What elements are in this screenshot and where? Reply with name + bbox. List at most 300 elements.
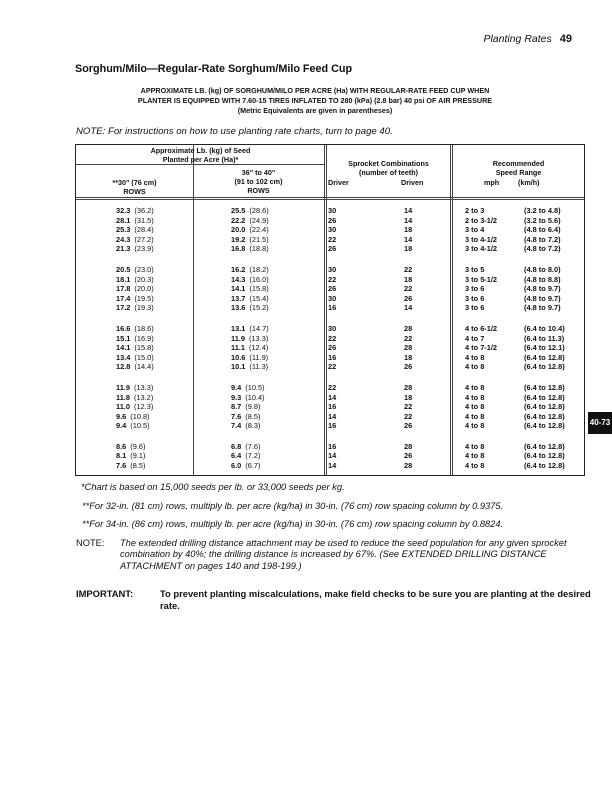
- driver-teeth-value: 14: [328, 451, 337, 461]
- speed-kmh-cell: [524, 206, 561, 216]
- speed-kmh-value: (4.8 to 9.7): [524, 284, 561, 294]
- rate-36-cell: [231, 275, 269, 285]
- driver-teeth-cell: [328, 244, 336, 254]
- rate-30-value: 24.3: [116, 234, 131, 244]
- header-sprocket-line1: Sprocket Combinations: [348, 159, 429, 168]
- driven-teeth-cell: [404, 235, 412, 245]
- driven-teeth-cell: [404, 362, 412, 372]
- table-row: [76, 294, 584, 304]
- rate-30-value: 28.1: [116, 215, 131, 225]
- driven-teeth-value: 18: [404, 244, 413, 254]
- driver-teeth-value: 30: [328, 323, 337, 333]
- speed-mph-cell: [465, 303, 484, 313]
- driver-teeth-cell: [328, 442, 336, 452]
- table-row: [76, 324, 584, 334]
- speed-mph-cell: [465, 353, 484, 363]
- driver-teeth-value: 22: [328, 333, 337, 343]
- speed-mph-value: 3 to 4-1/2: [465, 234, 498, 244]
- rate-30-value: 15.1: [116, 333, 131, 343]
- driver-teeth-cell: [328, 225, 336, 235]
- rate-30-cell: [116, 216, 154, 226]
- table-row: [76, 343, 584, 353]
- driver-teeth-cell: [328, 402, 336, 412]
- speed-mph-value: 4 to 8: [465, 441, 485, 451]
- rate-30-cell: [116, 383, 153, 393]
- footnote-32in: **For 32-in. (81 cm) rows, multiply lb. per acre (kg/ha) in 30-in. (76 cm) row spacing column by 0.9375.: [82, 500, 504, 511]
- rate-36-value: 11.1: [231, 343, 245, 353]
- speed-kmh-cell: [524, 412, 565, 422]
- driver-teeth-value: 16: [328, 303, 337, 313]
- row-group: [76, 442, 584, 471]
- driver-teeth-cell: [328, 343, 336, 353]
- speed-mph-cell: [465, 461, 484, 471]
- table-row: [76, 362, 584, 372]
- rate-30-metric: (15.8): [134, 343, 154, 353]
- driven-teeth-value: 18: [404, 352, 413, 362]
- rate-30-cell: [116, 334, 154, 344]
- speed-kmh-value: (6.4 to 12.8): [524, 362, 565, 372]
- speed-mph-cell: [465, 216, 497, 226]
- speed-mph-cell: [465, 235, 497, 245]
- driven-teeth-value: 26: [404, 362, 413, 372]
- speed-kmh-value: (6.4 to 12.1): [524, 343, 565, 353]
- rate-36-cell: [231, 225, 269, 235]
- rate-36-value: 6.4: [231, 451, 242, 461]
- speed-mph-value: 4 to 7-1/2: [465, 343, 498, 353]
- rate-36-value: 9.4: [231, 382, 242, 392]
- driven-teeth-cell: [404, 284, 412, 294]
- driver-teeth-cell: [328, 461, 336, 471]
- table-row: [76, 353, 584, 363]
- rate-30-value: 7.6: [116, 461, 127, 471]
- header-30-line1: **30" (76 cm): [112, 178, 157, 187]
- rate-36-metric: (21.5): [249, 234, 269, 244]
- driven-teeth-cell: [404, 393, 412, 403]
- speed-kmh-cell: [524, 421, 565, 431]
- header-seed-group: [76, 146, 325, 164]
- rate-36-metric: (8.5): [245, 411, 261, 421]
- rate-30-metric: (19.5): [134, 293, 154, 303]
- speed-kmh-cell: [524, 225, 561, 235]
- driver-teeth-value: 22: [328, 274, 337, 284]
- header-36-line1: 36" to 40": [241, 168, 276, 177]
- footnotes: [76, 482, 596, 572]
- subtitle-line-2: PLANTER IS EQUIPPED WITH 7.60-15 TIRES INFLATED TO 280 (kPa) (2.8 bar) 40 psi OF AIR PRESSURE: [137, 96, 493, 106]
- speed-mph-value: 4 to 8: [465, 362, 485, 372]
- speed-kmh-cell: [524, 235, 561, 245]
- speed-kmh-cell: [524, 393, 565, 403]
- driver-teeth-cell: [328, 235, 336, 245]
- speed-kmh-cell: [524, 303, 561, 313]
- rate-36-metric: (7.6): [245, 441, 261, 451]
- header-speed-line2: Speed Range: [495, 168, 542, 177]
- rate-30-value: 9.4: [116, 421, 127, 431]
- driven-teeth-cell: [404, 383, 412, 393]
- driven-teeth-value: 22: [404, 411, 413, 421]
- header-sprocket: [327, 159, 450, 177]
- rate-30-cell: [116, 303, 154, 313]
- driver-teeth-value: 14: [328, 411, 337, 421]
- rate-36-value: 11.9: [231, 333, 245, 343]
- table-row: [76, 244, 584, 254]
- rate-36-metric: (14.7): [249, 323, 269, 333]
- rate-36-cell: [231, 421, 260, 431]
- driver-teeth-value: 30: [328, 206, 337, 215]
- rate-36-value: 14.1: [231, 284, 246, 294]
- rate-30-value: 20.5: [116, 264, 131, 274]
- rate-36-metric: (15.4): [249, 293, 269, 303]
- driven-teeth-cell: [404, 294, 412, 304]
- note-instructions: NOTE: For instructions on how to use planting rate charts, turn to page 40.: [76, 126, 393, 137]
- speed-mph-cell: [465, 343, 497, 353]
- speed-mph-cell: [465, 402, 484, 412]
- driven-teeth-cell: [404, 206, 412, 216]
- table-row: [76, 334, 584, 344]
- table-row: [76, 412, 584, 422]
- rate-30-cell: [116, 412, 150, 422]
- driven-teeth-value: 28: [404, 343, 413, 353]
- table-row: [76, 451, 584, 461]
- driver-teeth-cell: [328, 265, 336, 275]
- speed-kmh-cell: [524, 451, 565, 461]
- speed-mph-cell: [465, 324, 497, 334]
- rate-30-value: 21.3: [116, 244, 131, 254]
- speed-mph-value: 3 to 6: [465, 284, 485, 294]
- rate-30-cell: [116, 324, 154, 334]
- rate-36-metric: (11.9): [249, 352, 269, 362]
- rate-36-metric: (24.9): [249, 215, 269, 225]
- driver-teeth-cell: [328, 383, 336, 393]
- speed-kmh-value: (6.4 to 12.8): [524, 411, 565, 421]
- footnote-seeds: *Chart is based on 15,000 seeds per lb. or 33,000 seeds per kg.: [81, 482, 345, 492]
- header-driven: Driven: [401, 178, 424, 187]
- driven-teeth-value: 26: [404, 421, 413, 431]
- rate-36-cell: [231, 265, 269, 275]
- driven-teeth-cell: [404, 225, 412, 235]
- rate-30-cell: [116, 393, 153, 403]
- rate-30-cell: [116, 421, 150, 431]
- rate-36-metric: (10.5): [245, 382, 265, 392]
- rate-30-value: 11.8: [116, 392, 130, 402]
- speed-mph-cell: [465, 421, 484, 431]
- rate-36-cell: [231, 294, 269, 304]
- speed-kmh-cell: [524, 402, 565, 412]
- rate-36-cell: [231, 303, 269, 313]
- rate-36-value: 7.6: [231, 411, 242, 421]
- page-number: 49: [559, 33, 572, 45]
- driven-teeth-cell: [404, 402, 412, 412]
- rate-30-value: 17.2: [116, 303, 131, 313]
- speed-kmh-value: (6.4 to 10.4): [524, 323, 565, 333]
- rate-36-cell: [231, 206, 269, 216]
- driven-teeth-value: 28: [404, 382, 413, 392]
- table-row: [76, 383, 584, 393]
- driven-teeth-cell: [404, 421, 412, 431]
- driver-teeth-value: 22: [328, 234, 337, 244]
- speed-kmh-cell: [524, 343, 565, 353]
- rate-30-metric: (16.9): [134, 333, 154, 343]
- header-speed-line1: Recommended: [492, 159, 545, 168]
- speed-kmh-cell: [524, 334, 564, 344]
- header-kmh: (km/h): [518, 178, 540, 187]
- rate-36-metric: (22.4): [249, 225, 269, 235]
- rate-36-cell: [231, 442, 260, 452]
- speed-mph-cell: [465, 451, 484, 461]
- rate-30-metric: (14.4): [134, 362, 154, 372]
- driven-teeth-value: 18: [404, 225, 413, 235]
- table-row: [76, 225, 584, 235]
- driven-teeth-value: 28: [404, 441, 413, 451]
- header-mph: mph: [484, 178, 500, 187]
- divider-header: [76, 197, 584, 200]
- speed-kmh-value: (6.4 to 12.8): [524, 352, 565, 362]
- driven-teeth-cell: [404, 265, 412, 275]
- header-seed-group-line1: Approximate Lb. (kg) of Seed: [150, 146, 251, 155]
- driver-teeth-cell: [328, 353, 336, 363]
- driver-teeth-value: 16: [328, 421, 337, 431]
- speed-kmh-value: (6.4 to 12.8): [524, 402, 565, 412]
- driven-teeth-value: 26: [404, 293, 413, 303]
- rate-36-metric: (11.3): [249, 362, 269, 372]
- rate-30-cell: [116, 343, 154, 353]
- speed-mph-value: 4 to 8: [465, 382, 485, 392]
- rate-30-cell: [116, 206, 154, 216]
- rate-30-value: 32.3: [116, 206, 131, 215]
- driver-teeth-cell: [328, 216, 336, 226]
- speed-mph-value: 3 to 5: [465, 264, 485, 274]
- rate-30-value: 8.1: [116, 451, 127, 461]
- rate-30-metric: (13.2): [133, 392, 154, 402]
- rate-30-value: 9.6: [116, 411, 127, 421]
- rate-36-cell: [231, 284, 269, 294]
- driver-teeth-value: 22: [328, 362, 337, 372]
- section-tab: 40-73: [588, 412, 612, 434]
- rate-36-value: 10.6: [231, 352, 246, 362]
- note-extended-drilling: [76, 538, 596, 572]
- rate-30-metric: (36.2): [134, 206, 154, 215]
- table-row: [76, 303, 584, 313]
- driver-teeth-cell: [328, 393, 336, 403]
- driver-teeth-value: 16: [328, 352, 337, 362]
- speed-mph-value: 3 to 4: [465, 225, 485, 235]
- speed-mph-value: 4 to 8: [465, 421, 485, 431]
- rate-36-metric: (9.8): [245, 402, 261, 412]
- driven-teeth-value: 18: [404, 274, 413, 284]
- rate-36-cell: [231, 461, 260, 471]
- speed-kmh-cell: [524, 216, 561, 226]
- rate-36-value: 14.3: [231, 274, 246, 284]
- speed-mph-value: 4 to 7: [465, 333, 485, 343]
- rate-30-metric: (23.9): [134, 244, 154, 254]
- speed-mph-value: 4 to 8: [465, 461, 485, 471]
- driver-teeth-value: 14: [328, 461, 337, 471]
- speed-mph-value: 4 to 8: [465, 352, 485, 362]
- driver-teeth-value: 30: [328, 264, 337, 274]
- section-title: Sorghum/Milo—Regular-Rate Sorghum/Milo Feed Cup: [75, 63, 353, 75]
- rate-36-metric: (8.3): [245, 421, 261, 431]
- rate-30-value: 18.1: [116, 274, 131, 284]
- speed-mph-value: 3 to 6: [465, 303, 485, 313]
- rate-30-cell: [116, 244, 154, 254]
- rate-30-metric: (9.1): [130, 451, 146, 461]
- table-row: [76, 461, 584, 471]
- speed-kmh-value: (6.4 to 11.3): [524, 333, 565, 343]
- rate-36-value: 7.4: [231, 421, 242, 431]
- rate-30-cell: [116, 225, 154, 235]
- speed-kmh-value: (4.8 to 8.0): [524, 264, 561, 274]
- speed-mph-cell: [465, 265, 484, 275]
- table-row: [76, 402, 584, 412]
- rate-30-cell: [116, 451, 145, 461]
- driven-teeth-value: 14: [404, 234, 413, 244]
- speed-kmh-value: (3.2 to 4.8): [524, 206, 561, 215]
- header-seed-group-line2: Planted per Acre (Ha)*: [162, 155, 239, 164]
- speed-kmh-value: (6.4 to 12.8): [524, 451, 565, 461]
- rate-30-value: 8.6: [116, 441, 127, 451]
- rate-30-metric: (19.3): [134, 303, 154, 313]
- rate-30-metric: (12.3): [133, 402, 154, 412]
- table-row: [76, 275, 584, 285]
- speed-kmh-value: (6.4 to 12.8): [524, 382, 565, 392]
- table-row: [76, 284, 584, 294]
- speed-kmh-cell: [524, 383, 565, 393]
- rate-30-metric: (28.4): [134, 225, 154, 235]
- driven-teeth-cell: [404, 353, 412, 363]
- driven-teeth-value: 28: [404, 323, 413, 333]
- driven-teeth-value: 28: [404, 461, 413, 471]
- rate-30-cell: [116, 461, 145, 471]
- driven-teeth-value: 22: [404, 284, 413, 294]
- header-30-rows: [76, 178, 193, 196]
- rate-30-metric: (20.0): [134, 284, 154, 294]
- speed-kmh-cell: [524, 353, 565, 363]
- rate-36-metric: (12.4): [248, 343, 269, 353]
- table-row: [76, 393, 584, 403]
- rate-36-value: 8.7: [231, 402, 242, 412]
- driver-teeth-value: 16: [328, 402, 337, 412]
- speed-kmh-cell: [524, 284, 561, 294]
- table-row: [76, 265, 584, 275]
- rate-36-cell: [231, 216, 269, 226]
- rate-36-metric: (16.0): [249, 274, 269, 284]
- row-group: [76, 265, 584, 313]
- driven-teeth-cell: [404, 303, 412, 313]
- rate-36-cell: [231, 324, 269, 334]
- speed-kmh-cell: [524, 362, 565, 372]
- driver-teeth-value: 30: [328, 293, 337, 303]
- rate-30-value: 13.4: [116, 352, 131, 362]
- speed-mph-value: 3 to 6: [465, 293, 485, 303]
- speed-kmh-value: (6.4 to 12.8): [524, 421, 565, 431]
- table-row: [76, 442, 584, 452]
- rate-36-value: 20.0: [231, 225, 246, 235]
- table-row: [76, 216, 584, 226]
- driver-teeth-cell: [328, 294, 336, 304]
- table-row: [76, 206, 584, 216]
- speed-kmh-value: (4.8 to 7.2): [524, 244, 561, 254]
- driven-teeth-value: 14: [404, 303, 413, 313]
- driver-teeth-value: 26: [328, 284, 337, 294]
- driver-teeth-cell: [328, 412, 336, 422]
- rate-30-cell: [116, 442, 145, 452]
- rate-36-value: 13.7: [231, 293, 246, 303]
- rate-30-value: 12.8: [116, 362, 131, 372]
- driver-teeth-cell: [328, 362, 336, 372]
- speed-mph-cell: [465, 294, 484, 304]
- rate-30-metric: (10.8): [130, 411, 150, 421]
- table-subtitle: [75, 86, 555, 117]
- driver-teeth-cell: [328, 284, 336, 294]
- rate-36-cell: [231, 362, 268, 372]
- page-header: [483, 33, 572, 45]
- speed-mph-cell: [465, 275, 497, 285]
- rate-30-cell: [116, 353, 154, 363]
- speed-kmh-value: (4.8 to 9.7): [524, 293, 561, 303]
- driver-teeth-cell: [328, 275, 336, 285]
- header-36-line3: ROWS: [247, 186, 270, 195]
- speed-kmh-value: (4.8 to 9.7): [524, 303, 561, 313]
- rate-36-cell: [231, 383, 265, 393]
- driven-teeth-cell: [404, 244, 412, 254]
- speed-kmh-value: (6.4 to 12.8): [524, 441, 565, 451]
- rate-36-cell: [231, 244, 269, 254]
- driven-teeth-value: 18: [404, 392, 413, 402]
- driver-teeth-cell: [328, 324, 336, 334]
- rate-36-cell: [231, 235, 269, 245]
- speed-kmh-cell: [524, 244, 561, 254]
- row-group: [76, 383, 584, 431]
- rate-36-value: 22.2: [231, 215, 246, 225]
- rate-30-metric: (20.3): [134, 274, 154, 284]
- speed-mph-value: 4 to 8: [465, 451, 485, 461]
- header-speed: [453, 159, 584, 177]
- rate-30-value: 17.8: [116, 284, 131, 294]
- driven-teeth-value: 14: [404, 215, 413, 225]
- driven-teeth-cell: [404, 442, 412, 452]
- rate-36-value: 13.1: [231, 323, 246, 333]
- speed-mph-cell: [465, 284, 484, 294]
- rate-36-cell: [231, 353, 268, 363]
- footnote-34in: **For 34-in. (86 cm) rows, multiply lb. per acre (kg/ha) in 30-in. (76 cm) row spacing column by 0.8824.: [82, 519, 504, 530]
- rate-36-metric: (18.2): [249, 264, 269, 274]
- speed-mph-cell: [465, 383, 484, 393]
- driver-teeth-cell: [328, 334, 336, 344]
- table-row: [76, 421, 584, 431]
- rate-30-metric: (27.2): [134, 234, 154, 244]
- rate-30-value: 14.1: [116, 343, 131, 353]
- rate-30-metric: (23.0): [134, 264, 154, 274]
- rate-36-metric: (15.8): [249, 284, 269, 294]
- speed-mph-cell: [465, 334, 484, 344]
- rate-30-cell: [116, 235, 154, 245]
- speed-kmh-cell: [524, 294, 561, 304]
- speed-kmh-cell: [524, 324, 565, 334]
- speed-kmh-value: (6.4 to 12.8): [524, 461, 565, 471]
- rate-30-metric: (10.5): [130, 421, 150, 431]
- driven-teeth-value: 26: [404, 451, 413, 461]
- rate-30-metric: (15.0): [134, 352, 154, 362]
- important-notice: [76, 588, 596, 612]
- rate-36-value: 25.5: [231, 206, 246, 215]
- speed-mph-cell: [465, 442, 484, 452]
- rate-36-value: 6.0: [231, 461, 242, 471]
- driven-teeth-cell: [404, 216, 412, 226]
- divider-group-header: [76, 164, 325, 165]
- driver-teeth-cell: [328, 303, 336, 313]
- rate-30-cell: [116, 294, 154, 304]
- rate-30-cell: [116, 362, 154, 372]
- speed-mph-cell: [465, 393, 484, 403]
